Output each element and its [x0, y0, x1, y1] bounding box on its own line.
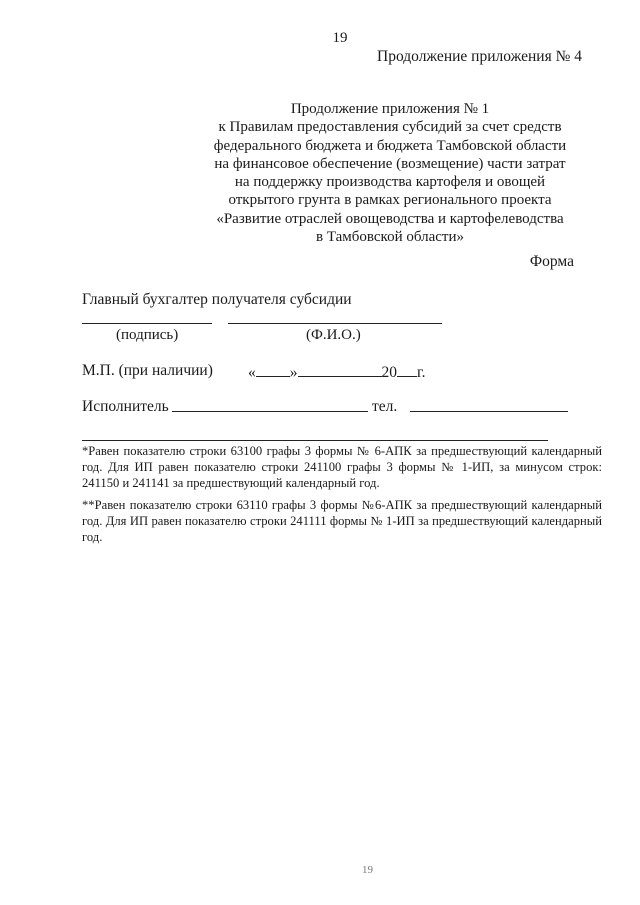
day-blank[interactable] — [256, 362, 290, 377]
executor-label: Исполнитель — [82, 398, 169, 415]
heading-line: Продолжение приложения № 1 — [290, 101, 490, 117]
accountant-title: Главный бухгалтер получателя субсидии — [82, 291, 352, 308]
continuation-label: Продолжение приложения № 4 — [377, 48, 582, 65]
executor-field-line[interactable] — [172, 411, 368, 412]
footnote: *Равен показателю строки 63100 графы 3 формы № 6-АПК за предшествующий календарный год. Для ИП равен показателю строки 241100 графы 3 формы № 1-ИП, за минусом строк: 241150 и 241141 за предшествующий календарный год. — [82, 444, 602, 490]
date-field[interactable] — [248, 362, 425, 382]
heading-line: на поддержку производства картофеля и овощей — [234, 174, 546, 191]
name-caption: (Ф.И.О.) — [306, 327, 361, 343]
heading-line: к Правилам предоставления субсидий за счет средств — [218, 119, 562, 136]
page-number: 19 — [332, 30, 348, 46]
heading-line: в Тамбовской области» — [315, 229, 464, 246]
date-open-quote: « — [248, 364, 256, 381]
heading-line: на финансовое обеспечение (возмещение) части затрат — [214, 155, 566, 172]
year-blank[interactable] — [397, 362, 417, 377]
year-suffix: г. — [417, 364, 426, 381]
name-field-line[interactable] — [228, 323, 442, 324]
date-close-quote: » — [289, 364, 298, 381]
phone-label: тел. — [372, 398, 398, 415]
signature-field-line[interactable] — [82, 323, 212, 324]
stamp-label: М.П. (при наличии) — [82, 362, 213, 379]
heading-line: открытого грунта в рамках регионального проекта — [228, 192, 552, 209]
month-blank[interactable] — [298, 362, 382, 377]
phone-field-line[interactable] — [410, 411, 568, 412]
signature-caption: (подпись) — [116, 327, 179, 343]
appendix-heading — [160, 100, 620, 246]
heading-line: «Развитие отраслей овощеводства и картофелеводства — [216, 210, 564, 227]
heading-line: федерального бюджета и бюджета Тамбовской области — [213, 137, 567, 154]
year-prefix: 20 — [381, 364, 397, 381]
footnote: **Равен показателю строки 63110 графы 3 формы №6-АПК за предшествующий календарный год. Для ИП равен показателю строки 241111 формы № 1-ИП за предшествующий календарный год. — [82, 498, 602, 544]
footnote-divider — [82, 440, 548, 441]
form-label: Форма — [529, 253, 574, 270]
footnotes — [82, 443, 602, 551]
bottom-page-mark: 19 — [362, 864, 373, 876]
